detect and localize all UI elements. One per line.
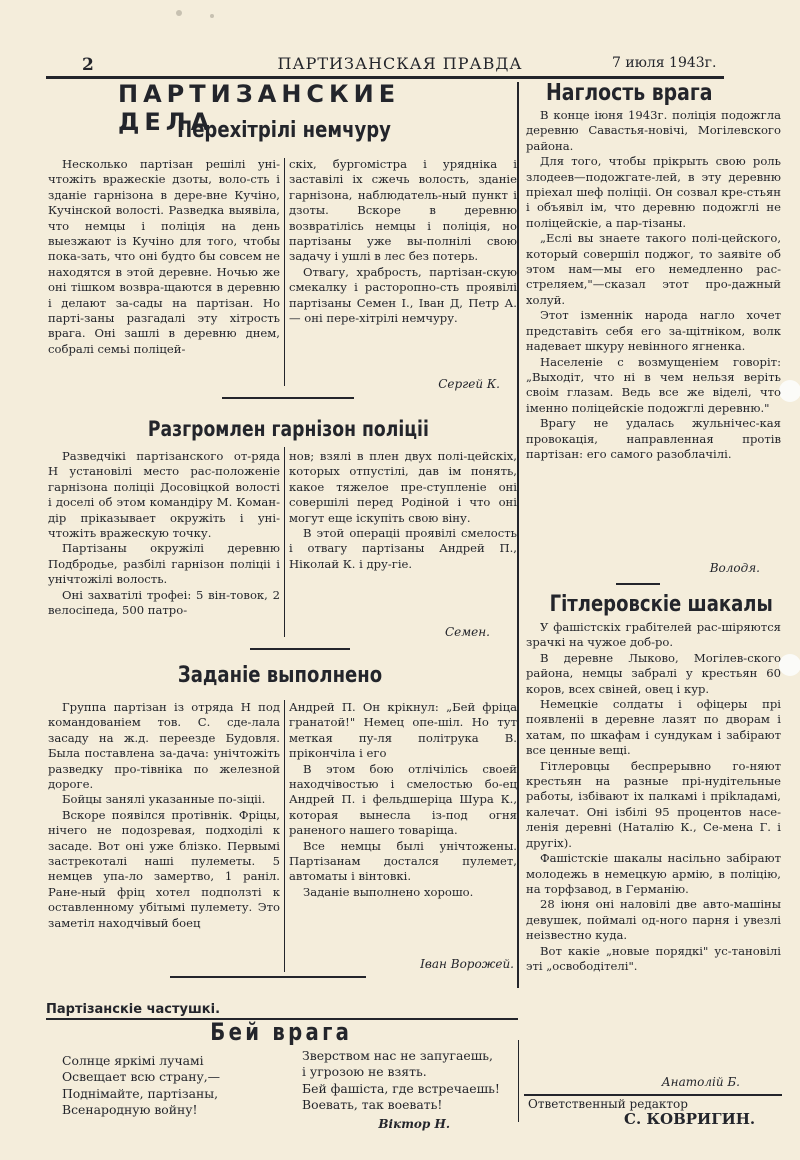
verse: Зверством нас не запугаешь, і угрозою не взять. Бей фашіста, где встречаешь! Воевать, так воевать! [302,1048,500,1113]
scan-speck [176,10,182,16]
section-divider [250,648,350,650]
newspaper-title: ПАРТИЗАНСКАЯ ПРАВДА [277,54,523,73]
paragraph: Вскоре появілся протівнік. Фріцы, нічего не подозревая, подходілі к засаде. Вот оні уже блізко. Первымі застрекоталі нашi пулеметы. 5 немцев упа-ло замертво, 1 раніл. Ране-ный фріц хотел подползті к оставленному убітымі пулемету. Это заметіл находчівый боец [48,807,280,930]
article-column [289,700,517,950]
paragraph: „Еслі вы знаете такого полі-цейского, который совершіл поджог, то заявіте об этом нам—мы его немедленно рас-стреляем,"—сказал этот про-дажный холуй. [526,231,781,307]
paragraph: В этой операціі проявілі смелость і отвагу партізаны Андрей П., Ніколай К. і дру-гіе. [289,526,517,571]
punch-hole [779,654,800,676]
paragraph: скіх, бургомістра і урядніка і заставілі іх сжечь волость, зданіе гарнізона, наблюдатель-ный пункт і дзоты. Вскоре в деревню возвратілісь немцы і поліція, но партізаны уже вы-полнілі свою задачу і ушлі в лес без потерь. [289,157,517,264]
article-title: Заданіе выполнено [177,663,383,688]
signature: Іван Ворожей. [420,957,514,971]
paragraph: Несколько партізан решілі уні-чтожіть вражескіе дзоты, воло-сть і зданіе гарнізона в дере-вне Кучіно, Кучінской волості. Разведка выявіла, что немцы і поліція на день выезжают із Кучіно для того, чтобы пока-зать, что оні будто бы совсем не находятся в этой деревне. Ночью же оні тішком возвра-щаются в деревню і делают за-сады на партізан. Но парті-заны разгадалі эту хітрость врага. Оні зашлі в деревню днем, собралі семьі поліцей- [48,157,280,356]
article-column [526,108,781,560]
paragraph: Вот какіе „новые порядкі" ус-тановілі эті „освободітелі". [526,943,781,973]
paragraph: Партізаны окружілі деревню Подбродье, разбілі гарнізон поліціі і унічтожілі волость. [48,541,280,587]
signature: Сергей К. [438,377,500,391]
article-title: Перехітрілі немчуру [177,118,391,143]
paragraph: Для того, чтобы прікрыть свою роль злодеев—подожгате-лей, в эту деревню пріехал шеф поліціі. Он созвал кре-стьян і объявіл ім, что деревню подожглі не поліцейскіе, а пар-тізаны. [526,154,781,230]
section-divider [170,976,366,978]
header-rule [46,76,724,79]
section-divider [616,583,660,585]
paragraph: Разведчікі партізанского от-ряда Н установілі место рас-положеніе гарнізона поліціі Досовіцкой волості і доселі об этом командіру М. Коман-дір пріказывает окружіть і уні-чтожіть вражескую точку. [48,449,280,541]
paragraph: Отвагу, храбрость, партізан-скую смекалку і расторопно-сть проявілі партізаны Семен І., Іван Д, Петр А. — оні пере-хітрілі немчуру. [289,264,517,326]
section-divider [222,397,354,399]
page-number: 2 [82,55,94,75]
signature: Семен. [444,625,490,639]
section-divider [524,1094,782,1096]
paragraph: В деревне Лыково, Могілев-ского района, немцы забралі у крестьян 60 коров, всех свіней, овец і кур. [526,650,781,696]
paragraph: Бойцы занялі указанные по-зіціі. [62,792,266,807]
paragraph: Немецкіе солдаты і офіцеры прі появленіі в деревне лазят по дворам і хатам, по шкафам і сундукам і забірают все ценные вещі. [526,697,781,758]
verse: Солнце яркімі лучамі Освещает всю страну,— Поднімайте, партізаны, Всенародную войну! [62,1053,221,1118]
article-column [48,449,280,639]
signature: Анатолій Б. [661,1075,740,1089]
scan-speck [210,14,214,18]
ditties-rubric: Партізанскіе частушкі. [46,1002,221,1017]
paragraph: нов; взялі в плен двух полі-цейскіх, которых отпустілі, дав ім понять, какое тяжелое пре-ступленіе оні совершілі перед Родіной і что оні могут еще іскупіть свою віну. [289,449,517,525]
paragraph: Группа партізан із отряда Н под командованіем тов. С. сде-лала засаду на ж.д. переезде Будовля. Была поставлена за-дача: унічтожіть разведку про-тівніка по железной дороге. [48,700,280,792]
article-column [48,157,280,389]
paragraph: Населеніе с возмущеніем говоріт: „Выходіт, что ні в чем нельзя веріть своім глазам. Ведь все же віделі, что іменно поліцейскіе подожглі деревню." [526,354,781,415]
article-title: Гітлеровскіе шакалы [549,592,773,617]
article-column [48,700,280,972]
ditties-title: Бей врага [210,1018,353,1046]
paragraph: Заданіе выполнено хорошо. [303,884,474,899]
punch-hole [779,380,800,402]
signature: Віктор Н. [378,1117,450,1131]
paragraph: Этот ізменнік народа нагло хочет представіть себя его за-щітніком, волк надевает шкуру невінного ягненка. [526,308,781,354]
paragraph: В этом бою отлічілісь своей находчівостью і смелостью бо-ец Андрей П. і фельдшеріца Шура К., которая вынесла із-под огня раненого нашего товаріща. [289,761,517,838]
paragraph: 28 іюня оні наловілі две авто-машіны девушек, поймалі од-ного парня і увезлі неізвестно куда. [526,897,781,943]
paragraph: Гітлеровцы беспрерывно го-няют крестьян на разные прі-нудітельные работы, ізбівают іх палкамі і пріkладамі, калечат. Оні ізбілі 95 процентов насе-ленія деревні (Наталію К., Се-мена Г. і другіх). [526,758,781,850]
editor-label: Ответственный редактор [528,1097,688,1111]
paragraph: У фашістскіх грабітелей рас-шіряются зрачкі на чужое доб-ро. [526,620,781,650]
paragraph: Оні захватілі трофеі: 5 він-товок, 2 велосіпеда, 500 патро- [48,587,280,618]
paragraph: Врагу не удалась жульнічес-кая провокація, направленная протів партізан: его самого разоблачілі. [526,416,781,461]
editor-name: С. КОВРИГИН. [624,1110,756,1128]
paragraph: Андрей П. Он крікнул: „Бей фріца гранатой!" Немец опе-шіл. Но тут меткая пу-ля політрука В. прікончіла і его [289,700,517,761]
issue-date: 7 июля 1943г. [612,55,717,71]
paragraph: Фашістскіе шакалы насільно забірают молодежь в немецкую армію, в поліцію, на торфзавод, в Германію. [526,851,781,896]
article-title: Разгромлен гарнізон поліціі [147,417,429,441]
column-rule [284,700,285,972]
paragraph: Все немцы былі унічтожены. Партізанам достался пулемет, автоматы і вінтовкі. [289,838,517,884]
article-column [526,620,781,1058]
signature: Володя. [709,561,760,575]
article-column [289,157,517,365]
column-rule [284,447,285,637]
article-title: Наглость врага [546,80,713,106]
column-rule-main [517,82,519,988]
column-rule [284,158,285,386]
rubric-title: ПАРТИЗАНСКИЕ ДЕЛА [118,80,401,136]
paragraph: В конце іюня 1943г. поліція подожгла деревню Савастья-новічі, Могілевского района. [526,108,781,153]
article-column [289,449,517,614]
